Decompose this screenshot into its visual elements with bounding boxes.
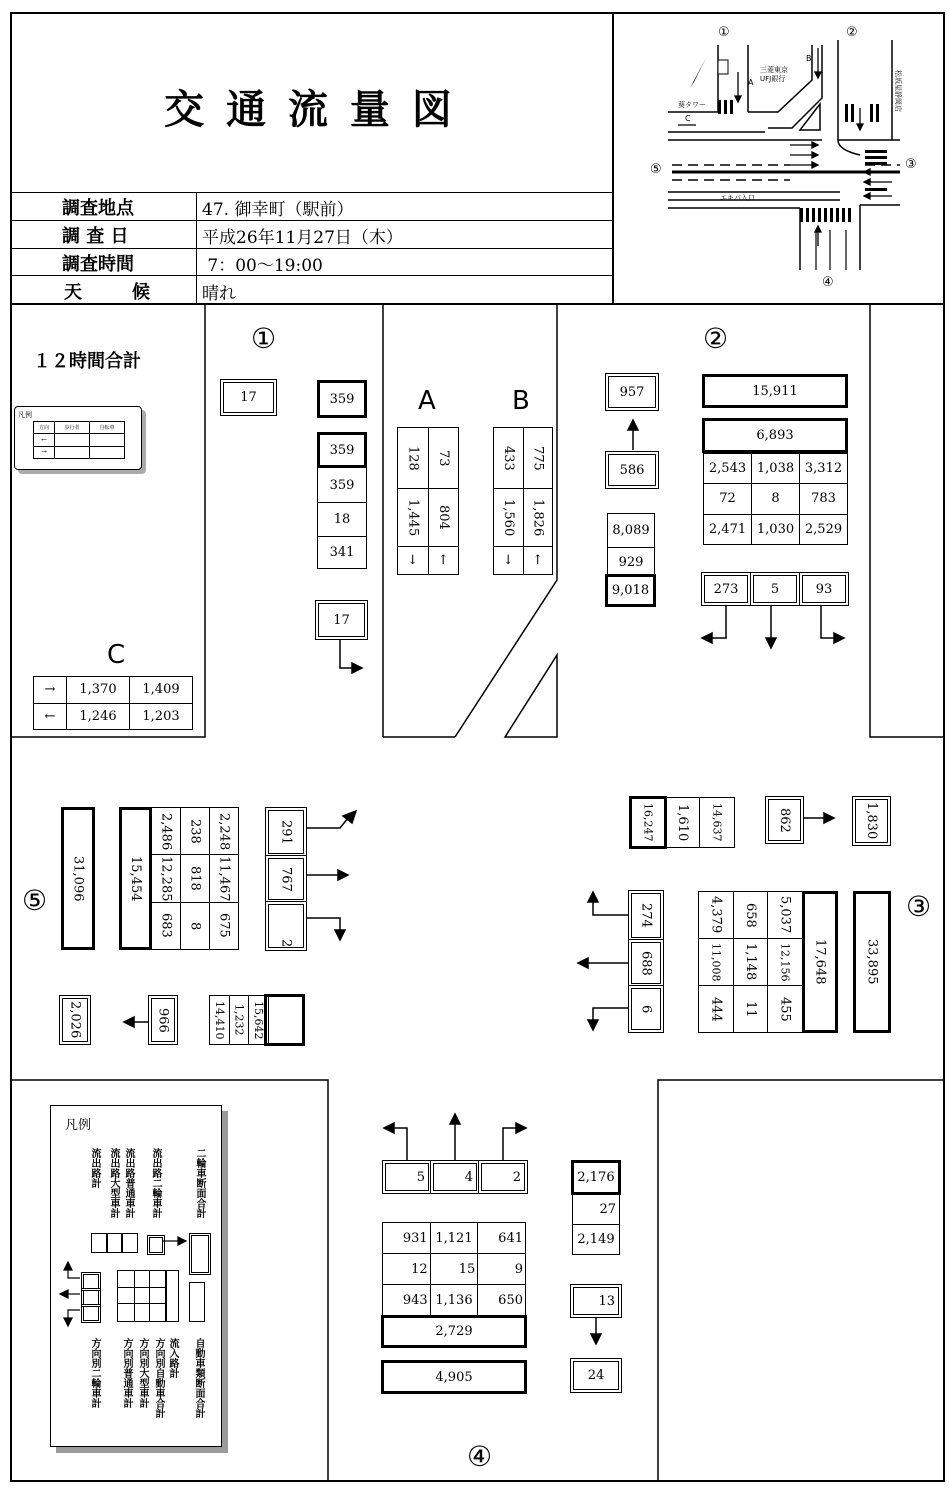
- map-tower-label: 葵タワー: [678, 101, 706, 109]
- cell: 1,560: [494, 489, 523, 546]
- p2-car-in-total: 9,018: [605, 574, 656, 607]
- value: 2: [278, 938, 294, 947]
- p2-moto-right: 93: [799, 572, 849, 606]
- p2-car-in-large: 929: [607, 547, 655, 577]
- cell: 2,486: [152, 808, 180, 854]
- legend-title: 凡例: [65, 1118, 92, 1133]
- cell: 14,637: [700, 798, 734, 847]
- page-title: 交 通 流 量 図: [164, 87, 456, 133]
- p1-regular: 359: [317, 467, 367, 503]
- p2-moto-left: 273: [701, 572, 751, 606]
- cell: 2,543: [704, 454, 751, 483]
- point-2-marker: ②: [703, 322, 729, 355]
- value: 15,454: [128, 855, 143, 902]
- cell: 783: [800, 484, 847, 513]
- value: 966: [155, 1007, 171, 1033]
- cell: 11,467: [210, 855, 238, 901]
- p1-moto-in: 17: [220, 379, 277, 416]
- legend-label: 方向別自動車合計: [153, 1338, 164, 1418]
- p2-car-total: 6,893: [702, 418, 848, 453]
- legend-label: 自動車類断面合計: [193, 1338, 204, 1418]
- small-legend-header: 自転車: [90, 422, 124, 433]
- small-legend-title: 凡例: [18, 411, 32, 419]
- p1-large: 18: [317, 502, 367, 537]
- map-marker-3: ③: [905, 157, 917, 172]
- legend-label: 方向別普通車計: [121, 1338, 132, 1408]
- cell: 1,445: [398, 489, 428, 546]
- time-value: 7：00〜19:00: [202, 256, 323, 276]
- map-marker-5: ⑤: [650, 162, 662, 177]
- legend-label: 二輪車断面合計: [194, 1148, 205, 1218]
- cell: 1,038: [752, 454, 799, 483]
- map-ekiba-label: エキパ入口: [720, 194, 755, 202]
- cell: 1,370: [67, 677, 129, 703]
- legend-label: 流出路計: [89, 1148, 100, 1188]
- value: 688: [638, 950, 654, 976]
- p4-moto-left: 5: [382, 1160, 432, 1194]
- value: 862: [777, 807, 792, 833]
- cell: 128: [398, 428, 428, 488]
- cell: 8: [181, 903, 209, 949]
- point-3-marker: ③: [906, 890, 932, 923]
- point-1-marker: ①: [251, 322, 277, 355]
- map-marker-2: ②: [846, 25, 858, 40]
- twelve-hour-total-label: １２時間合計: [33, 351, 141, 372]
- p2-section-total: 15,911: [702, 374, 848, 408]
- legend-label: 方向別大型車計: [137, 1338, 148, 1408]
- weather-value: 晴れ: [202, 284, 236, 304]
- small-legend-header: 歩行者: [55, 422, 89, 433]
- location-value: 47. 御幸町（駅前）: [202, 200, 354, 220]
- cell: 931: [383, 1223, 430, 1253]
- cell: 73: [429, 428, 459, 488]
- p4-moto-out: 24: [570, 1358, 622, 1393]
- p4-section-total: 4,905: [381, 1360, 527, 1394]
- cell: 9: [478, 1254, 525, 1284]
- date-value: 平成26年11月27日（木）: [202, 228, 403, 248]
- small-legend-row: ←: [34, 434, 54, 445]
- p4-car-in-regular: 2,149: [572, 1224, 620, 1255]
- cell: 11,008: [699, 939, 733, 985]
- p4-car-total: 2,729: [381, 1315, 527, 1348]
- value: 1,830: [864, 802, 879, 840]
- small-legend-row: →: [34, 447, 54, 458]
- time-label: 調査時間: [62, 254, 134, 275]
- cell: 238: [181, 808, 209, 854]
- cell: 455: [768, 986, 802, 1032]
- point-4-marker: ④: [467, 1440, 493, 1473]
- map-b-label: B: [806, 54, 812, 63]
- cell: 1,826: [524, 489, 553, 546]
- cell: 2,471: [704, 515, 751, 544]
- p1-total: 359: [317, 432, 367, 468]
- cell: 1,409: [130, 677, 192, 703]
- p1-small: 341: [317, 536, 367, 569]
- cell: 1,121: [431, 1223, 478, 1253]
- cell: 775: [524, 428, 553, 488]
- cell: ↓: [398, 547, 428, 574]
- value: 6: [638, 1004, 654, 1014]
- map-office-label: 松坂屋静岡店: [894, 70, 902, 112]
- cell: 3,312: [800, 454, 847, 483]
- legend-label: 流入路計: [167, 1338, 178, 1378]
- cell: 1,030: [752, 515, 799, 544]
- value: 17,648: [812, 939, 828, 985]
- p4-moto-in: 13: [570, 1284, 622, 1318]
- cell: 641: [478, 1223, 525, 1253]
- cell: 683: [152, 903, 180, 949]
- cell: 943: [383, 1285, 430, 1315]
- cell: 12,285: [152, 855, 180, 901]
- p4-car-in-total: 2,176: [571, 1160, 621, 1195]
- map-marker-4: ④: [822, 275, 834, 290]
- legend-label: 流出路大型車計: [108, 1148, 119, 1218]
- value: 33,895: [864, 939, 880, 985]
- p2-moto-straight: 5: [750, 572, 800, 606]
- p1-moto-out: 17: [315, 600, 368, 640]
- cell: 12: [383, 1254, 430, 1284]
- cell: ↓: [494, 547, 523, 574]
- crossing-c-label: C: [107, 640, 126, 670]
- cell: 818: [181, 855, 209, 901]
- location-label: 調査地点: [62, 198, 134, 219]
- p2-moto-in: 586: [605, 451, 659, 489]
- value: 31,096: [70, 855, 86, 902]
- cell: 1,136: [431, 1285, 478, 1315]
- cell: 1,232: [230, 996, 249, 1044]
- cell: 1,203: [130, 704, 192, 730]
- crossing-a-label: A: [418, 386, 436, 416]
- map-bank-label: 三菱東京 UFJ銀行: [760, 66, 788, 83]
- cell: 2,529: [800, 515, 847, 544]
- value: 274: [638, 903, 654, 928]
- map-c-label: C: [685, 114, 691, 123]
- cell: 2,248: [210, 808, 238, 854]
- small-legend-header: 方向: [34, 422, 54, 433]
- p2-car-in-regular: 8,089: [607, 513, 655, 548]
- value: 291: [278, 819, 294, 845]
- legend-label: 方向別二輪車計: [89, 1338, 100, 1408]
- cell: 675: [210, 903, 238, 949]
- map-a-label: A: [748, 78, 754, 87]
- p2-moto-out: 957: [605, 373, 659, 411]
- cell: 15: [431, 1254, 478, 1284]
- legend-label: 流出路二輪車計: [150, 1148, 161, 1218]
- cell: 804: [429, 489, 459, 546]
- cell: 1,148: [734, 939, 768, 985]
- cell: 650: [478, 1285, 525, 1315]
- value: 767: [278, 866, 294, 892]
- p4-direction-grid: [382, 1222, 526, 1316]
- date-label: 調 査 日: [62, 226, 129, 247]
- cell: 16,247: [631, 798, 665, 847]
- p1-car-in-total: 359: [317, 380, 367, 418]
- value: 2,026: [67, 1001, 83, 1039]
- cell: 1,610: [666, 798, 700, 847]
- cell: 433: [494, 428, 523, 488]
- map-marker-1: ①: [718, 25, 730, 40]
- cell: 72: [704, 484, 751, 513]
- crossing-b-label: B: [512, 386, 530, 416]
- cell: 5,037: [768, 892, 802, 938]
- cell: 11: [734, 986, 768, 1032]
- cell: 1,246: [67, 704, 129, 730]
- legend-label: 流出路普通車計: [123, 1148, 134, 1218]
- point-5-marker: ⑤: [22, 884, 48, 917]
- weather-label: 天 候: [64, 282, 166, 303]
- cell: 4,379: [699, 892, 733, 938]
- p4-car-in-large: 27: [572, 1194, 620, 1225]
- p4-moto-right: 2: [478, 1160, 528, 1194]
- cell: ←: [34, 704, 66, 730]
- cell: →: [34, 677, 66, 703]
- cell: 658: [734, 892, 768, 938]
- cell: 444: [699, 986, 733, 1032]
- p4-moto-straight: 4: [430, 1160, 480, 1194]
- cell: 15,642: [249, 996, 268, 1044]
- cell: 12,156: [768, 939, 802, 985]
- cell: ↑: [429, 547, 459, 574]
- cell: 8: [752, 484, 799, 513]
- cell: 14,410: [210, 996, 229, 1044]
- cell: ↑: [524, 547, 553, 574]
